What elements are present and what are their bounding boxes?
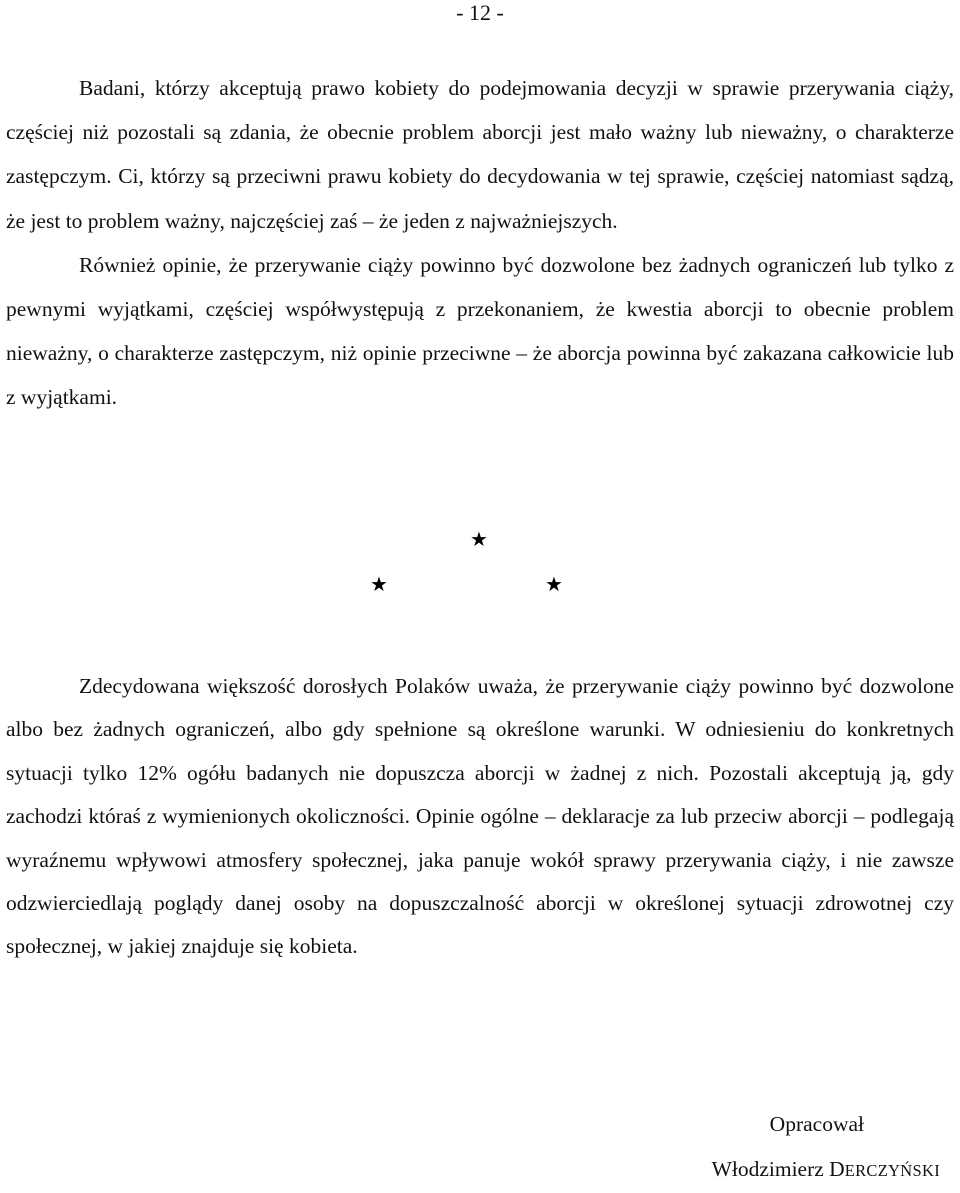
star-icon: ★ — [470, 527, 488, 551]
paragraph-2: Również opinie, że przerywanie ciąży powinno być dozwolone bez żadnych ograniczeń lub tylko z pewnymi wyjątkami, częściej współwystępują z przekonaniem, że kwestia aborcji to obecnie problem nieważny, o charakterze zastępczym, niż opinie przeciwne – że aborcja powinna być zakazana całkowicie lub z wyjątkami. — [6, 252, 954, 410]
star-icon: ★ — [545, 572, 563, 596]
page-number: - 12 - — [456, 0, 504, 25]
paragraph-3: Zdecydowana większość dorosłych Polaków uważa, że przerywanie ciąży powinno być dozwolone albo bez żadnych ograniczeń, albo gdy spełnione są określone warunki. W odniesieniu do konkretnych sytuacji tylko 12% ogółu badanych nie dopuszcza aborcji w żadnej z nich. Pozostali akceptują ją, gdy zachodzi któraś z wymienionych okoliczności. Opinie ogólne – deklaracje za lub przeciw aborcji – podlegają wyraźnemu wpływowi atmosfery społecznej, jaka panuje wokół sprawy przerywania ciąży, i nie zawsze odzwierciedlają poglądy danej osoby na dopuszczalność aborcji w określonej sytuacji zdrowotnej czy społecznej, w jakiej znajduje się kobieta. — [6, 674, 954, 959]
author-surname-rest: ERCZYŃSKI — [844, 1161, 940, 1180]
author-surname-initial: D — [829, 1157, 845, 1181]
text-block-lower — [6, 665, 954, 969]
paragraph-1: Badani, którzy akceptują prawo kobiety do podejmowania decyzji w sprawie przerywania ciąży, częściej niż pozostali są zdania, że obecnie problem aborcji jest mało ważny lub nieważny, o charakterze zastępczym. Ci, którzy są przeciwni prawu kobiety do decydowania w tej sprawie, częściej natomiast sądzą, że jest to problem ważny, najczęściej zaś – że jeden z najważniejszych. — [6, 76, 954, 233]
signature-label: Opracował — [769, 1112, 864, 1136]
author-name — [712, 1147, 940, 1193]
text-block-upper — [6, 66, 954, 420]
author-first-name: Włodzimierz — [711, 1157, 824, 1181]
star-icon: ★ — [370, 572, 388, 596]
